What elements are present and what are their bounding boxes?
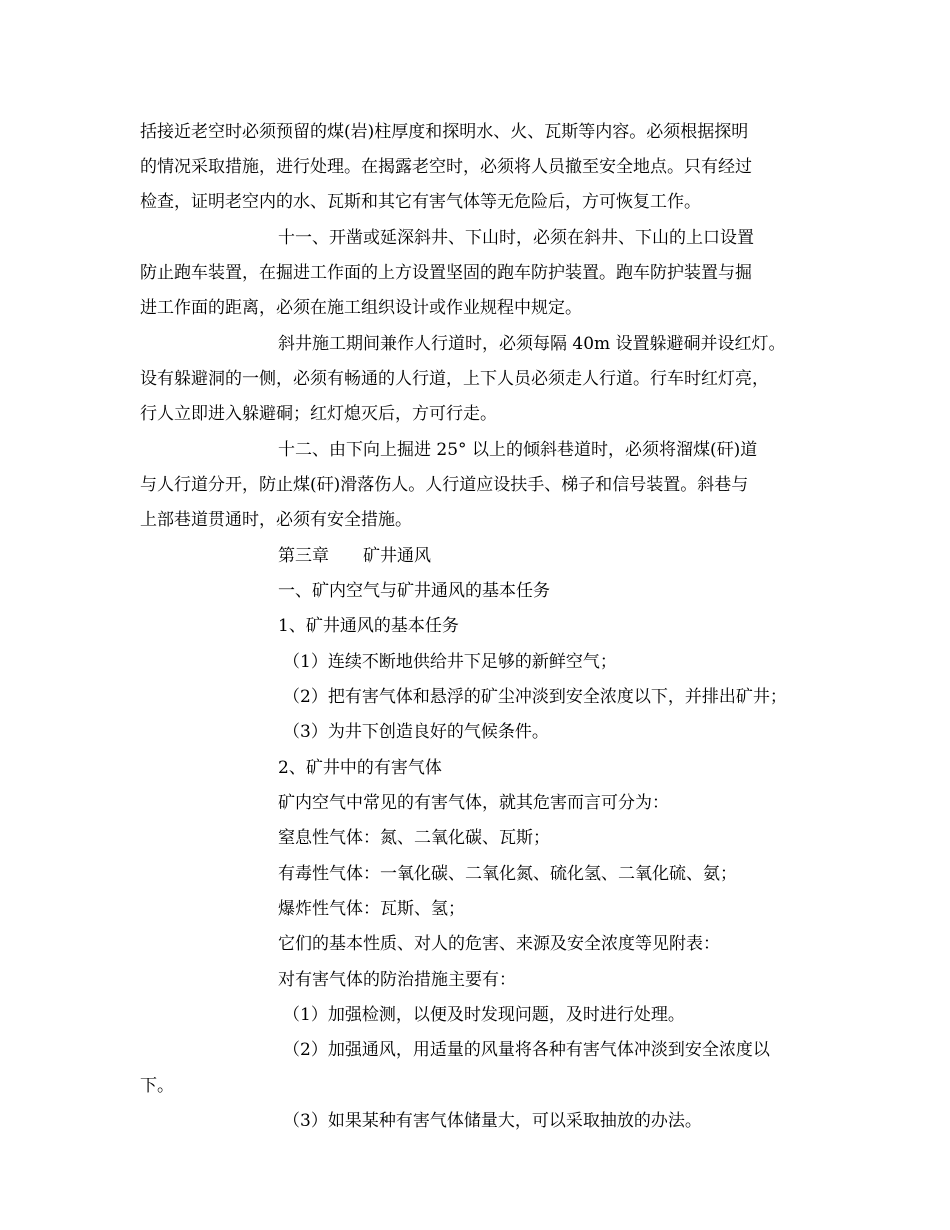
text-line: 下。 — [140, 1076, 174, 1096]
section-heading: 一、矿内空气与矿井通风的基本任务 — [278, 581, 550, 601]
text-line: 窒息性气体：氮、二氧化碳、瓦斯； — [278, 828, 550, 848]
text-line: 设有躲避洞的一侧，必须有畅通的人行道，上下人员必须走人行道。行车时红灯亮， — [140, 369, 769, 389]
text-line: 上部巷道贯通时，必须有安全措施。 — [140, 510, 412, 530]
text-line: 斜井施工期间兼作人行道时，必须每隔 40m 设置躲避硐并设红灯。 — [278, 334, 786, 354]
text-line: 检查，证明老空内的水、瓦斯和其它有害气体等无危险后，方可恢复工作。 — [140, 192, 701, 212]
text-line: 与人行道分开，防止煤(矸)滑落伤人。人行道应设扶手、梯子和信号装置。斜巷与 — [140, 475, 749, 495]
list-item: （1）加强检测，以便及时发现问题，及时进行处理。 — [283, 1005, 685, 1025]
paragraph-12-start: 十二、由下向上掘进 25° 以上的倾斜巷道时，必须将溜煤(矸)道 — [278, 440, 758, 460]
text-line: 矿内空气中常见的有害气体，就其危害而言可分为： — [278, 793, 669, 813]
chapter-heading: 第三章 矿井通风 — [278, 546, 431, 566]
subsection-heading: 2、矿井中的有害气体 — [278, 758, 442, 778]
text-line: 有毒性气体：一氧化碳、二氧化氮、硫化氢、二氧化硫、氨； — [278, 864, 737, 884]
text-line: 括接近老空时必须预留的煤(岩)柱厚度和探明水、火、瓦斯等内容。必须根据探明 — [140, 122, 749, 142]
text-line: 防止跑车装置，在掘进工作面的上方设置坚固的跑车防护装置。跑车防护装置与掘 — [140, 263, 752, 283]
list-item: （1）连续不断地供给井下足够的新鲜空气； — [283, 652, 617, 672]
subsection-heading: 1、矿井通风的基本任务 — [278, 616, 459, 636]
list-item: （2）把有害气体和悬浮的矿尘冲淡到安全浓度以下，并排出矿井； — [283, 687, 787, 707]
paragraph-11-start: 十一、开凿或延深斜井、下山时，必须在斜井、下山的上口设置 — [278, 228, 754, 248]
text-line: 的情况采取措施，进行处理。在揭露老空时，必须将人员撤至安全地点。只有经过 — [140, 157, 752, 177]
text-line: 行人立即进入躲避硐；红灯熄灭后，方可行走。 — [140, 404, 497, 424]
text-line: 进工作面的距离，必须在施工组织设计或作业规程中规定。 — [140, 298, 582, 318]
list-item: （3）为井下创造良好的气候条件。 — [283, 722, 549, 742]
list-item: （2）加强通风，用适量的风量将各种有害气体冲淡到安全浓度以 — [283, 1040, 770, 1060]
text-line: 它们的基本性质、对人的危害、来源及安全浓度等见附表： — [278, 934, 720, 954]
text-line: 爆炸性气体：瓦斯、氢； — [278, 899, 465, 919]
list-item: （3）如果某种有害气体储量大，可以采取抽放的办法。 — [283, 1111, 702, 1131]
text-line: 对有害气体的防治措施主要有： — [278, 970, 516, 990]
